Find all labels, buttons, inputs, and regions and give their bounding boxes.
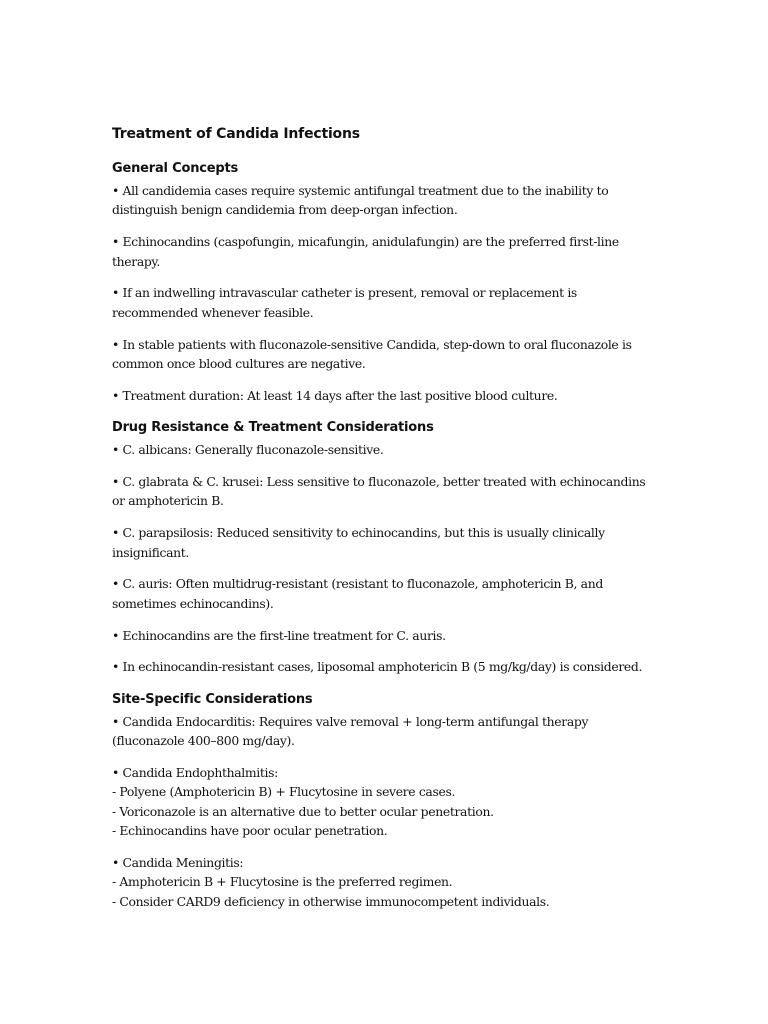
section-heading: General Concepts	[112, 161, 239, 176]
bullet-paragraph: • In stable patients with fluconazole-sensitive Candida, step-down to oral fluconazole is common once blood cultures are negative.	[112, 336, 632, 372]
section-site-specific	[112, 691, 660, 911]
bullet-paragraph: • C. parapsilosis: Reduced sensitivity to echinocandins, but this is usually clinically insignificant.	[112, 525, 605, 560]
bullet-paragraph: • Echinocandins (caspofungin, micafungin, anidulafungin) are the preferred first-line therapy.	[112, 234, 619, 269]
section-general-concepts	[112, 160, 660, 405]
bullet-paragraph: • If an indwelling intravascular catheter is present, removal or replacement is recommended whenever feasible.	[112, 285, 577, 320]
bullet-paragraph: • C. auris: Often multidrug-resistant (resistant to fluconazole, amphotericin B, and sometimes echinocandins).	[112, 576, 603, 611]
bullet-paragraph: • Candida Meningitis: - Amphotericin B + Flucytosine is the preferred regimen. - Consider CARD9 deficiency in otherwise immunocompetent individuals.	[112, 855, 550, 909]
section-heading: Drug Resistance & Treatment Considerations	[112, 420, 434, 436]
bullet-paragraph: • All candidemia cases require systemic antifungal treatment due to the inability to distinguish benign candidemia from deep-organ infection.	[112, 183, 609, 218]
bullet-paragraph: • Treatment duration: At least 14 days after the last positive blood culture.	[112, 387, 558, 403]
bullet-paragraph: • C. albicans: Generally fluconazole-sensitive.	[112, 442, 384, 458]
section-drug-resistance	[112, 419, 660, 677]
document-title: Treatment of Candida Infections	[112, 126, 360, 142]
document-page	[112, 124, 660, 925]
bullet-paragraph: • Candida Endocarditis: Requires valve removal + long-term antifungal therapy (fluconazole 400–800 mg/day).	[112, 713, 589, 749]
bullet-paragraph: • In echinocandin-resistant cases, liposomal amphotericin B (5 mg/kg/day) is considered.	[112, 659, 643, 675]
bullet-paragraph: • Candida Endophthalmitis: - Polyene (Amphotericin B) + Flucytosine in severe cases. - Voriconazole is an alternative due to better ocular penetration. - Echinocandins have poor ocular penetration.	[112, 765, 494, 839]
bullet-paragraph: • Echinocandins are the first-line treatment for C. auris.	[112, 627, 446, 643]
bullet-paragraph: • C. glabrata & C. krusei: Less sensitive to fluconazole, better treated with echinocandins or amphotericin B.	[112, 474, 646, 509]
section-heading: Site-Specific Considerations	[112, 691, 313, 707]
